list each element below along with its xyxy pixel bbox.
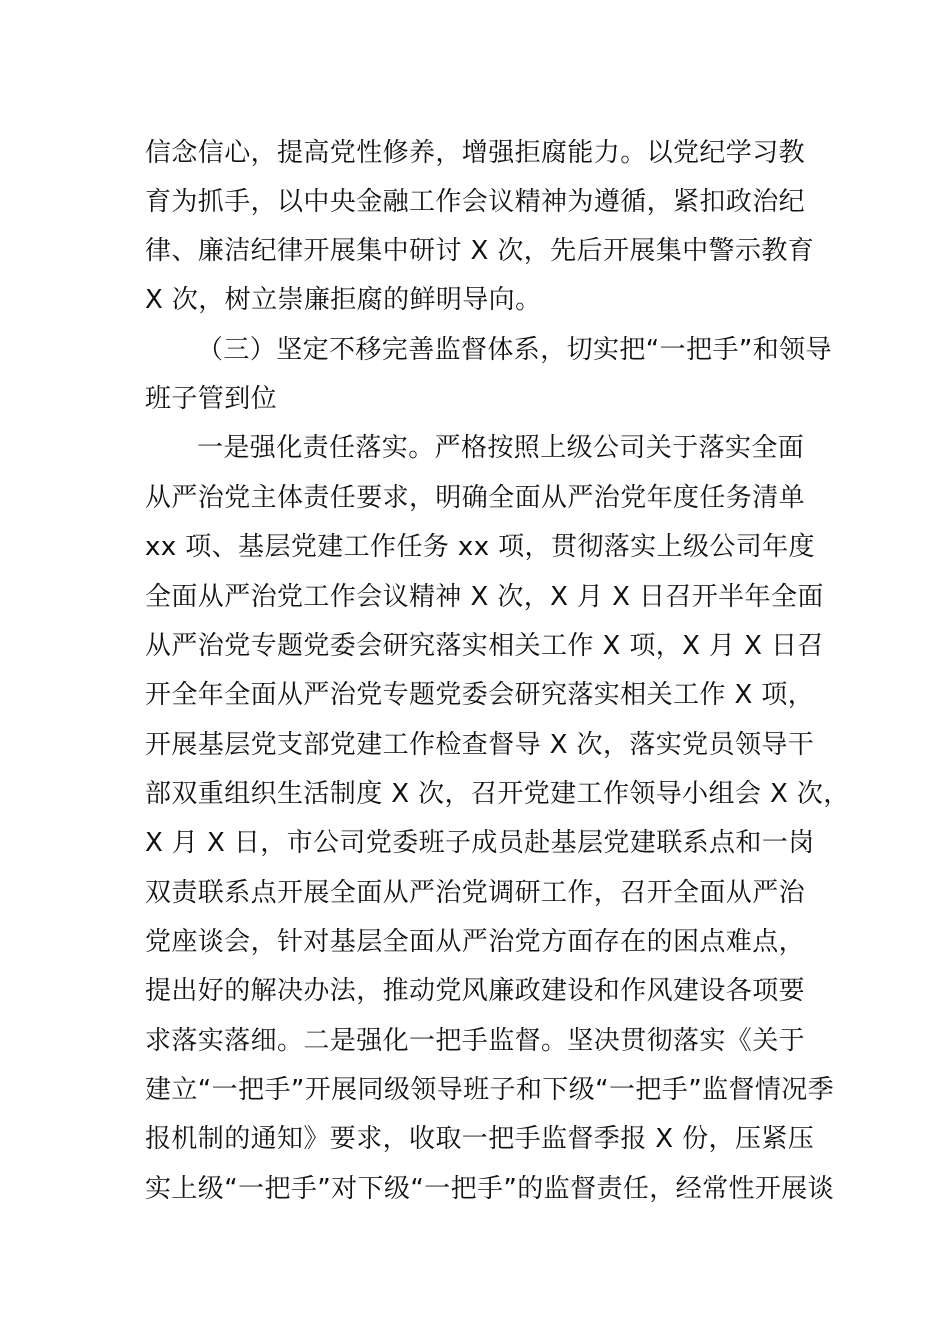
paragraph-first-line: 一是强化责任落实。严格按照上级公司关于落实全面: [197, 433, 805, 463]
body-line: 开全年全面从严治党专题党委会研究落实相关工作 X 项，: [145, 680, 815, 710]
body-line: 从严治党专题党委会研究落实相关工作 X 项，X 月 X 日召: [145, 631, 824, 661]
body-line: 全面从严治党工作会议精神 X 次，X 月 X 日召开半年全面: [145, 582, 824, 612]
body-line: 开展基层党支部党建工作检查督导 X 次，落实党员领导干: [145, 730, 815, 760]
body-line: 信念信心，提高党性修养，增强拒腐能力。以党纪学习教: [145, 138, 806, 168]
section-heading-line: 班子管到位: [145, 384, 278, 414]
section-heading-line: （三）坚定不移完善监督体系，切实把“一把手”和领导: [197, 335, 832, 365]
body-line: 双责联系点开展全面从严治党调研工作，召开全面从严治: [145, 878, 806, 908]
body-line: 建立“一把手”开展同级领导班子和下级“一把手”监督情况季: [145, 1075, 835, 1105]
body-line: 实上级“一把手”对下级“一把手”的监督责任，经常性开展谈: [145, 1174, 835, 1204]
body-line: X 月 X 日，市公司党委班子成员赴基层党建联系点和一岗: [145, 828, 815, 858]
body-line: 提出好的解决办法，推动党风廉政建设和作风建设各项要: [145, 976, 806, 1006]
body-line: 报机制的通知》要求，收取一把手监督季报 X 份，压紧压: [145, 1124, 815, 1154]
body-line: 部双重组织生活制度 X 次，召开党建工作领导小组会 X 次，: [145, 779, 850, 809]
body-line: 育为抓手，以中央金融工作会议精神为遵循，紧扣政治纪: [145, 187, 806, 217]
body-line: 从严治党主体责任要求，明确全面从严治党年度任务清单: [145, 483, 806, 513]
body-line: X 次，树立崇廉拒腐的鲜明导向。: [145, 285, 542, 315]
body-line: 求落实落细。二是强化一把手监督。坚决贯彻落实《关于: [145, 1026, 806, 1056]
body-line: 律、廉洁纪律开展集中研讨 X 次，先后开展集中警示教育: [145, 236, 815, 266]
body-line: xx 项、基层党建工作任务 xx 项，贯彻落实上级公司年度: [145, 532, 815, 562]
body-line: 党座谈会，针对基层全面从严治党方面存在的困点难点，: [145, 927, 806, 957]
